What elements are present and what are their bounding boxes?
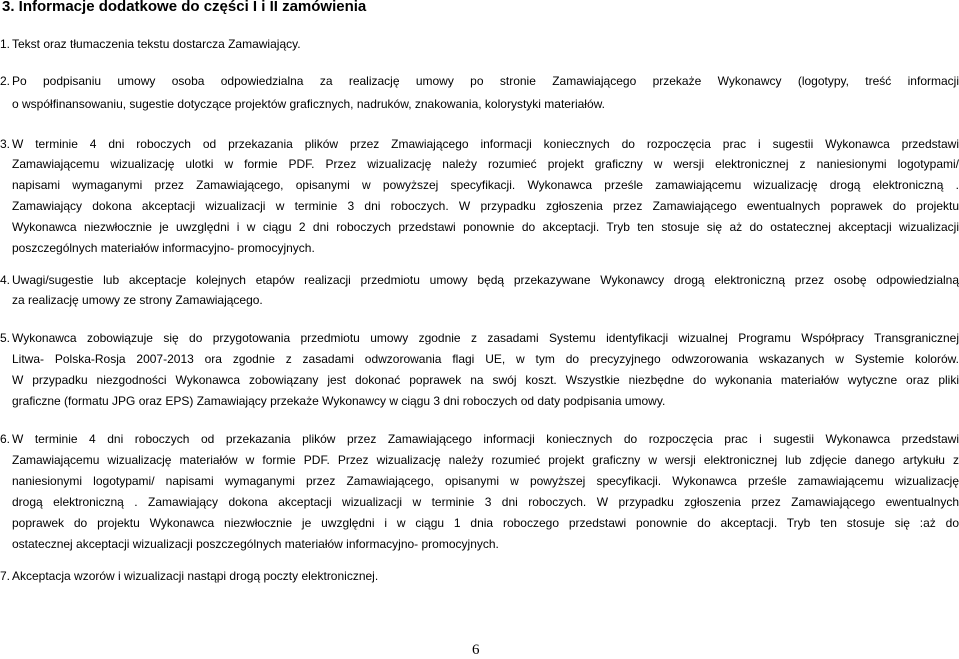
item-line: Zamawiającemu wizualizację ulotki w formie PDF. Przez wizualizację należy rozumieć projekt graficzny w wersji elektronicznej z naniesionymi logotypami/: [12, 157, 959, 171]
item-text: Po podpisaniu umowy osoba odpowiedzialna za realizację umowy po stronie Zamawiającego przekaże Wykonawcy (logotypy, treść informacji: [12, 74, 959, 88]
item-line: [0, 133, 959, 155]
item-line: o współfinansowaniu, sugestie dotyczące projektów graficznych, nadruków, znakowania, kolorystyki materiałów.: [12, 97, 605, 111]
item-text: Akceptacja wzorów i wizualizacji nastąpi drogą poczty elektronicznej.: [12, 569, 379, 583]
item-line: graficzne (formatu JPG oraz EPS) Zamawiający przekaże Wykonawcy w ciągu 3 dni roboczych od daty podpisania umowy.: [12, 394, 666, 408]
page-number: 6: [472, 642, 480, 658]
item-number: 7.: [0, 569, 11, 583]
item-text: Uwagi/sugestie lub akceptacje kolejnych etapów realizacji przedmiotu umowy będą przekazywane Wykonawcy drogą elektroniczną przez osobę odpowiedzialną: [12, 273, 959, 287]
item-number: 5.: [0, 331, 11, 345]
item-line: Wykonawca niezwłocznie je uwzględni i w ciągu 2 dni roboczych przedstawi ponownie do akceptacji. Tryb ten stosuje się aż do ostatecznej akceptacji wizualizacji: [12, 220, 959, 234]
item-line: naniesionymi logotypami/ napisami wymaganymi przez Zamawiającego, opisanymi w powyższej specyfikacji. Wykonawca prześle zamawiającemu wizualizację: [12, 474, 959, 488]
item-number: 6.: [0, 432, 11, 446]
item-number: 3.: [0, 137, 11, 151]
item-text: W terminie 4 dni roboczych od przekazania plików przez Zamawiającego informacji koniecznych do rozpoczęcia prac i sugestii Wykonawca przedstawi: [12, 432, 959, 446]
item-number: 1.: [0, 37, 11, 51]
item-line: [0, 327, 959, 349]
item-line: napisami wymaganymi przez Zamawiającego, opisanymi w powyższej specyfikacji. Wykonawca prześle zamawiającemu wizualizację drogą elektroniczną .: [12, 178, 959, 192]
item-line: drogą elektroniczną . Zamawiający dokona akceptacji wizualizacji w terminie 3 dni roboczych. W przypadku zgłoszenia przez Zamawiającego ewentualnych: [12, 495, 959, 509]
item-line: [0, 70, 959, 92]
item-line: Zamawiający dokona akceptacji wizualizacji w terminie 3 dni roboczych. W przypadku zgłoszenia przez Zamawiającego ewentualnych poprawek do projektu: [12, 199, 959, 213]
item-line: W przypadku niezgodności Wykonawca zobowiązany jest dokonać poprawek na swój koszt. Wszystkie niezbędne do wykonania materiałów wytyczne oraz pliki: [12, 373, 959, 387]
item-line: ostatecznej akceptacji wizualizacji poszczególnych materiałów informacyjno- promocyjnych.: [12, 537, 499, 551]
item-number: 4.: [0, 273, 11, 287]
item-text: Tekst oraz tłumaczenia tekstu dostarcza Zamawiający.: [12, 37, 301, 51]
list-item-7: [0, 565, 378, 588]
item-line: za realizację umowy ze strony Zamawiającego.: [12, 293, 263, 307]
item-line: Zamawiającemu wizualizację materiałów w formie PDF. Przez wizualizację należy rozumieć projekt graficzny w wersji elektronicznej lub zdjęcie danego artykułu z: [12, 453, 959, 467]
item-text: Wykonawca zobowiązuje się do przygotowania przedmiotu umowy zgodnie z zasadami Systemu identyfikacji wizualnej Programu Współpracy Transgranicznej: [12, 331, 959, 345]
section-heading: 3. Informacje dodatkowe do części I i II zamówienia: [2, 0, 367, 15]
item-number: 2.: [0, 74, 11, 88]
item-line: [0, 269, 959, 291]
item-line: poszczególnych materiałów informacyjno- promocyjnych.: [12, 241, 315, 255]
item-line: poprawek do projektu Wykonawca niezwłocznie je uwzględni i w ciągu 1 dnia roboczego przedstawi ponownie do akceptacji. Tryb ten stosuje się :aż do: [12, 516, 959, 530]
item-text: W terminie 4 dni roboczych od przekazania plików przez Zmawiającego informacji koniecznych do rozpoczęcia prac i sugestii Wykonawca przedstawi: [12, 137, 959, 151]
item-line: Litwa- Polska-Rosja 2007-2013 ora zgodnie z zasadami odwzorowania flagi UE, w tym do precyzyjnego odwzorowania wskazanych w Systemie kolorów.: [12, 352, 959, 366]
list-item-1: [0, 33, 301, 56]
item-line: [0, 428, 959, 450]
